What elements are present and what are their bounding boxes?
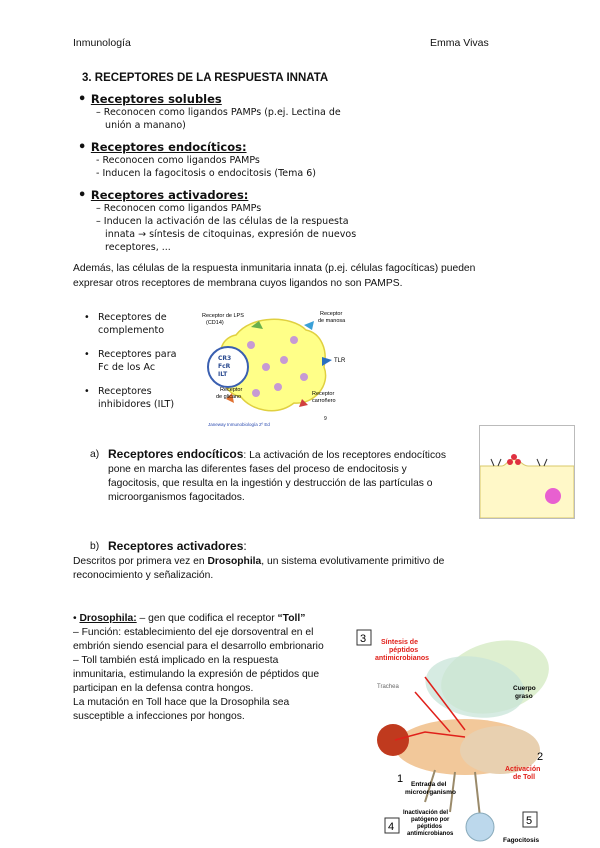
label-sintesis-2: péptidos — [389, 647, 419, 654]
slide-heading-1: Receptores solubles — [90, 92, 222, 106]
receptor-tlr — [322, 357, 332, 366]
item-b-line-2: reconocimiento y señalización. — [73, 570, 214, 581]
drosophila-line: – Toll también está implicado en la respuesta — [73, 655, 279, 666]
label-mannose: Receptor — [320, 311, 343, 317]
granule — [252, 389, 260, 397]
label-mannose-2: de manosa — [318, 318, 346, 324]
receptor-item: Fc de los Ac — [98, 361, 156, 373]
receptor-list: • Receptores de complemento • Receptores para Fc de los Ac • Receptores inhibidores (ILT) — [84, 312, 177, 410]
item-b-line-1-pre: Descritos por primera vez en — [73, 556, 208, 567]
label-inactivacion-3: péptidos — [417, 824, 442, 830]
slide-sub-2b: - Inducen la fagocitosis o endocitosis (Tema 6) — [96, 168, 316, 179]
drosophila-bullet: • — [73, 613, 80, 624]
slide-sub-2a: - Reconocen como ligandos PAMPs — [96, 155, 260, 166]
item-b-drosophila: Drosophila — [207, 556, 262, 567]
drosophila-block — [73, 612, 353, 724]
label-inactivacion-4: antimicrobianos — [407, 831, 454, 837]
slide-heading-2: Receptores endocíticos: — [90, 140, 247, 154]
receptor-item: complemento — [98, 324, 165, 336]
section-title: 3. RECEPTORES DE LA RESPUESTA INNATA — [82, 72, 329, 84]
drosophila-title-post: – gen que codifica el receptor — [136, 613, 278, 624]
label-fagocitosis: Fagocitosis — [503, 837, 540, 844]
bullet-dot: • — [78, 140, 91, 155]
label-entrada: Entrada del — [411, 781, 447, 788]
label-sintesis-3: antimicrobianos — [375, 655, 430, 662]
receptor-item: Receptores — [98, 386, 152, 397]
number-2: 2 — [537, 751, 544, 763]
label-cuerpo-2: graso — [515, 693, 533, 700]
receptor-item: Receptores para — [98, 349, 177, 360]
label-scavenger-2: carroñero — [312, 398, 336, 404]
number-4: 4 — [388, 821, 395, 833]
label-entrada-2: microorganismo — [405, 789, 456, 796]
granule — [300, 373, 308, 381]
label-lps: Receptor de LPS — [202, 313, 244, 319]
cell-receptors-figure — [196, 305, 364, 430]
header-subject: Inmunología — [73, 37, 131, 49]
ligand — [507, 459, 513, 465]
item-b-colon: : — [243, 539, 247, 553]
label-lps-2: (CD14) — [206, 320, 224, 326]
bullet-dot: • — [78, 92, 91, 107]
drosophila-line: inmunitaria, estimulando la expresión de péptidos que — [73, 669, 320, 680]
granule — [262, 363, 270, 371]
drosophila-title: Drosophila: — [79, 613, 137, 624]
label-scavenger: Receptor — [312, 391, 335, 397]
item-a-line-3: fagocitosis, que resulta en la ingestión y destrucción de las partículas o — [108, 478, 433, 489]
label-tlr: TLR — [334, 358, 346, 364]
phagosome — [545, 488, 561, 504]
slide-list — [78, 88, 398, 254]
drosophila-toll: “Toll” — [277, 613, 306, 624]
item-b-title: Receptores activadores — [108, 539, 244, 553]
drosophila-line: susceptible a infecciones por hongos. — [73, 711, 245, 722]
item-a-line-1: : La activación de los receptores endocíticos — [243, 450, 446, 461]
fagocitosis-cell — [466, 813, 494, 841]
receptor-item: Receptores de — [98, 312, 167, 323]
label-activacion-2: de Toll — [513, 774, 536, 781]
ligand — [515, 459, 521, 465]
granule — [274, 383, 282, 391]
slide-sub-3a: – Reconocen como ligandos PAMPs — [96, 203, 262, 214]
intro-line-1: Además, las células de la respuesta inmunitaria innata (p.ej. células fagocíticas) pueden — [73, 263, 476, 274]
drosophila-line: embrión siendo esencial para el desarrollo embrionario — [73, 641, 324, 652]
label-inactivacion: Inactivación del — [403, 810, 449, 816]
item-a-title: Receptores endocíticos — [108, 447, 244, 461]
figure-page-mark: 9 — [324, 416, 327, 422]
label-activacion: Activación — [505, 766, 541, 773]
label-ilt: ILT — [218, 371, 228, 378]
number-3: 3 — [360, 633, 367, 645]
ligand — [511, 454, 517, 460]
item-b-line-1 — [73, 555, 444, 569]
label-sintesis: Síntesis de — [381, 639, 418, 646]
label-glycan: Receptor — [220, 387, 243, 393]
item-b-heading — [108, 539, 247, 553]
intro-line-2: expresar otros receptores de membrana cuyos ligandos no son PAMPS. — [73, 278, 403, 289]
number-5: 5 — [526, 815, 533, 827]
label-cuerpo: Cuerpo — [513, 685, 536, 692]
slide-sub-3c: innata → síntesis de citoquinas, expresión de nuevos — [96, 229, 357, 240]
number-1: 1 — [397, 773, 404, 785]
item-b-line-1-post: , un sistema evolutivamente primitivo de — [261, 556, 445, 567]
drosophila-line: participan en la defensa contra hongos. — [73, 683, 254, 694]
figure-caption: Janeway Inmunobiología 2º Ed — [208, 422, 270, 427]
drosophila-line: La mutación en Toll hace que la Drosophila sea — [73, 697, 290, 708]
granule — [247, 341, 255, 349]
receptor-item: inhibidores (ILT) — [98, 398, 175, 410]
endocytosis-figure — [479, 425, 575, 519]
slide-sub-3d: receptores, ... — [96, 242, 171, 253]
granule — [280, 356, 288, 364]
label-fcr: FcR — [218, 363, 231, 370]
item-a-marker: a) — [90, 449, 100, 460]
membrane — [480, 459, 574, 518]
fly-eye — [377, 724, 409, 756]
label-trachea: Trachea — [377, 684, 399, 690]
label-glycan-2: de glicano — [216, 394, 242, 400]
slide-sub-1a: – Reconocen como ligandos PAMPs (p.ej. Lectina de — [96, 107, 341, 118]
drosophila-figure — [355, 622, 555, 846]
item-a-line-4: microorganismos fagocitados. — [108, 492, 245, 503]
drosophila-line: – Función: establecimiento del eje dorsoventral en el — [73, 627, 314, 638]
label-cr3: CR3 — [218, 355, 232, 362]
header-author: Emma Vivas — [430, 37, 489, 49]
slide-sub-3b: – Inducen la activación de las células de la respuesta — [96, 216, 349, 227]
slide-sub-1b: unión a manano) — [96, 120, 186, 131]
item-b-marker: b) — [90, 541, 100, 552]
label-inactivacion-2: patógeno por — [411, 817, 450, 823]
granule — [290, 336, 298, 344]
item-a-line-2: pone en marcha las diferentes fases del proceso de endocitosis y — [108, 464, 407, 475]
item-a-body — [108, 447, 478, 505]
bullet-dot: • — [78, 188, 91, 203]
slide-heading-3: Receptores activadores: — [90, 188, 249, 202]
